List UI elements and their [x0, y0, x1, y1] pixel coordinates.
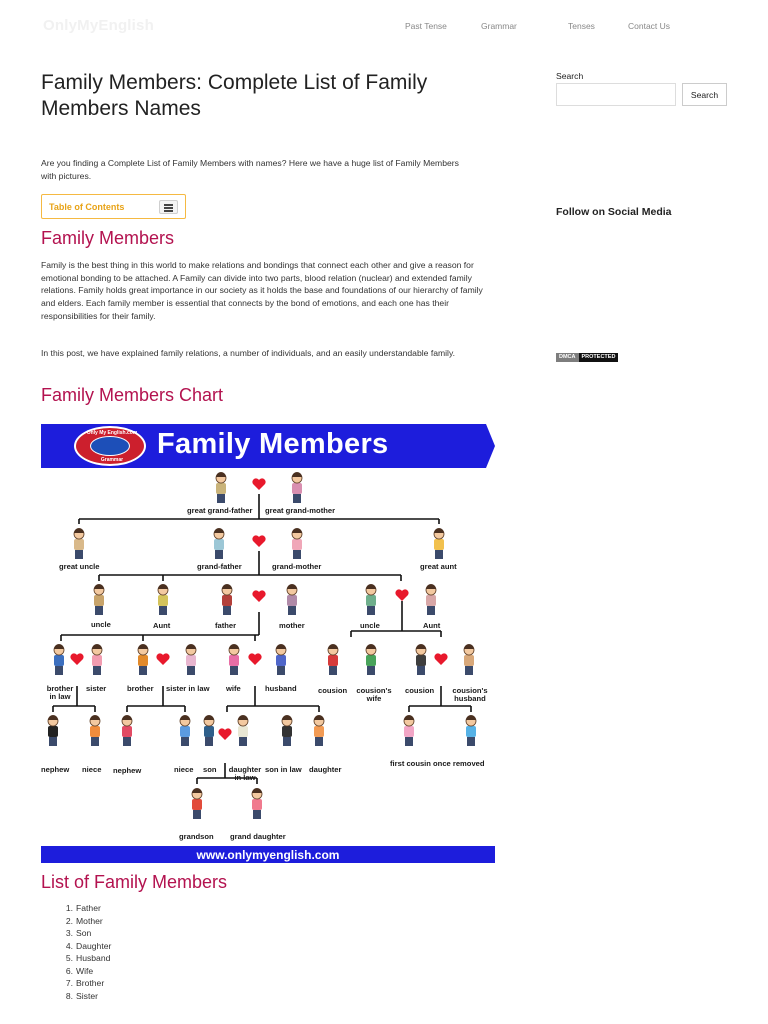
- person-nephew-1: [48, 715, 58, 746]
- person-first-cousin-child: [404, 715, 414, 746]
- family-members-list: [62, 902, 111, 1002]
- person-cousin: [328, 644, 338, 675]
- label-daughter-in-law: daughter in law: [228, 765, 262, 782]
- person-cousins-husband: [464, 644, 474, 675]
- globe-icon: [90, 436, 130, 456]
- follow-social-heading: Follow on Social Media: [556, 206, 672, 218]
- toc-label: Table of Contents: [49, 202, 125, 212]
- person-husband: [276, 644, 286, 675]
- person-uncle-right: [366, 584, 376, 615]
- list-item: 1. Father: [65, 903, 101, 913]
- person-grand-mother: [292, 528, 302, 559]
- person-niece-2: [180, 715, 190, 746]
- label-nephew-2: nephew: [113, 766, 142, 775]
- site-header: [0, 0, 768, 52]
- label-father: father: [215, 621, 237, 630]
- label-niece-2: niece: [174, 765, 194, 774]
- list-item: 3. Son: [65, 928, 92, 938]
- table-of-contents[interactable]: [41, 194, 186, 219]
- dmca-protected-badge[interactable]: DMCA PROTECTED: [556, 353, 618, 362]
- person-son-in-law: [282, 715, 292, 746]
- person-cousins-wife: [366, 644, 376, 675]
- label-cousins-husband: cousion's husband: [452, 686, 488, 703]
- label-first-cousin-once-removed: first cousin once removed: [390, 759, 485, 768]
- search-label: Search: [556, 71, 584, 81]
- list-item: 5. Husband: [65, 953, 111, 963]
- label-grand-mother: grand-mother: [272, 562, 322, 571]
- person-aunt-left: [158, 584, 168, 615]
- person-great-aunt: [434, 528, 444, 559]
- person-grand-daughter: [252, 788, 262, 819]
- section-heading-chart: Family Members Chart: [41, 385, 224, 405]
- person-great-grand-father: [216, 472, 226, 503]
- label-grandson: grandson: [179, 832, 214, 841]
- label-cousin: cousion: [318, 686, 348, 695]
- label-great-aunt: great aunt: [420, 562, 457, 571]
- person-brother: [138, 644, 148, 675]
- list-item: 7. Brother: [65, 978, 105, 988]
- person-daughter-in-law: [238, 715, 248, 746]
- person-sister: [92, 644, 102, 675]
- label-son-in-law: son in law: [265, 765, 302, 774]
- label-great-grand-father: great grand-father: [187, 506, 253, 515]
- label-brother-in-law: brother in law: [46, 684, 74, 701]
- person-son: [204, 715, 214, 746]
- label-great-uncle: great uncle: [59, 562, 100, 571]
- nav-link-past-tense[interactable]: Past Tense: [405, 21, 447, 31]
- person-grandson: [192, 788, 202, 819]
- person-uncle-left: [94, 584, 104, 615]
- person-daughter: [314, 715, 324, 746]
- label-brother: brother: [127, 684, 154, 693]
- person-wife: [229, 644, 239, 675]
- toc-toggle-icon[interactable]: [159, 200, 178, 214]
- person-mother: [287, 584, 297, 615]
- person-cousin-2: [416, 644, 426, 675]
- person-father: [222, 584, 232, 615]
- person-first-cousin-once-removed: [466, 715, 476, 746]
- label-grand-father: grand-father: [197, 562, 242, 571]
- site-logo[interactable]: OnlyMyEnglish: [43, 17, 154, 34]
- family-tree-diagram: [41, 468, 495, 846]
- person-sister-in-law: [186, 644, 196, 675]
- label-uncle-left: uncle: [91, 620, 111, 629]
- post-paragraph: In this post, we have explained family relations, a number of individuals, and an easily understandable family.: [41, 348, 456, 358]
- nav-link-contact-us[interactable]: Contact Us: [628, 21, 671, 31]
- label-aunt-left: Aunt: [153, 621, 171, 630]
- person-great-uncle: [74, 528, 84, 559]
- search-button[interactable]: Search: [682, 83, 727, 106]
- person-niece-1: [90, 715, 100, 746]
- label-niece-1: niece: [82, 765, 102, 774]
- label-sister-in-law: sister in law: [166, 684, 210, 693]
- search-input[interactable]: [556, 83, 676, 106]
- label-uncle-right: uncle: [360, 621, 380, 630]
- person-grand-father: [214, 528, 224, 559]
- chart-footer-bar: [41, 846, 495, 863]
- banner-title: Family Members: [157, 428, 389, 460]
- label-cousins-wife: cousion's wife: [356, 686, 392, 703]
- intro-paragraph: Are you finding a Complete List of Family Members with names? Here we have a huge list of Family Members with pictures.: [41, 158, 459, 181]
- list-item: 6. Wife: [65, 965, 94, 976]
- label-cousin-2: cousion: [405, 686, 435, 695]
- list-item: 2. Mother: [65, 915, 103, 926]
- nav-link-grammar[interactable]: Grammar: [481, 21, 517, 31]
- label-wife: wife: [226, 684, 241, 693]
- section-heading-list: List of Family Members: [41, 872, 228, 892]
- person-brother-in-law: [54, 644, 64, 675]
- label-nephew-1: nephew: [41, 765, 70, 774]
- label-sister: sister: [86, 684, 107, 693]
- page-title: Family Members: Complete List of Family Members Names: [41, 71, 428, 120]
- list-item: 4. Daughter: [65, 940, 112, 951]
- label-son: son: [203, 765, 217, 774]
- label-daughter: daughter: [309, 765, 342, 774]
- person-aunt-right: [426, 584, 436, 615]
- section-heading-family-members: Family Members: [41, 228, 175, 248]
- label-mother: mother: [279, 621, 305, 630]
- label-husband: husband: [265, 684, 297, 693]
- nav-link-tenses[interactable]: Tenses: [568, 21, 595, 31]
- family-members-chart-image: [41, 424, 495, 864]
- list-item: 8. Sister: [65, 990, 98, 1001]
- person-great-grand-mother: [292, 472, 302, 503]
- family-paragraph: Family is the best thing in this world to make relations and bondings that connect each other and give a reason for emotional bonding to be attached. A Family can divide into two parts, blood relation (nuclear) and extended family relations. Family holds great importance in our society as it holds the base and foundations of our hierarchy of family and elders. Each family member is essential that connects by the bond of emotions, and each one has their responsibilities for their family.: [41, 260, 483, 321]
- label-aunt-right: Aunt: [423, 621, 441, 630]
- chart-footer-url: www.onlymyenglish.com: [196, 848, 340, 862]
- label-grand-daughter: grand daughter: [230, 832, 286, 841]
- label-great-grand-mother: great grand-mother: [265, 506, 336, 515]
- onlymyenglish-badge-logo: Only My English.com Grammar: [74, 426, 146, 466]
- person-nephew-2: [122, 715, 132, 746]
